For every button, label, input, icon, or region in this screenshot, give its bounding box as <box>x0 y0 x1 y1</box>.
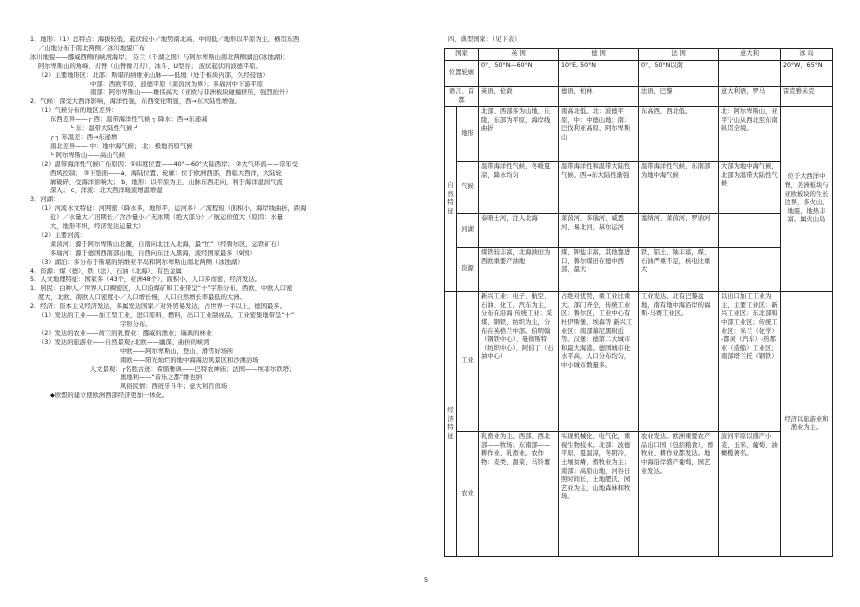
river-label: 河湖 <box>457 214 479 248</box>
position-label: 位置轮廓 <box>445 61 479 87</box>
agriculture-cell: 实现机械化、电气化，重视生物技术。北部：波德平原，夏温凉，冬阴冷，土壤贫瘠，畜牧业为主；南部：高原山地，河谷日照时间长，土地肥沃，园艺业为主，山地森林和牧场。 <box>559 432 639 557</box>
agriculture-cell: 乳畜业为主。西部、西北部——牧场；东南部——耕作业、乳畜业。农作物：麦类、甜菜、马铃薯 <box>479 432 559 557</box>
notes-line: （1）气候分布的地区差异： <box>38 107 118 115</box>
industry-cell: 占绝对优势，重工业比重大。部门齐全，传统工业区：鲁尔区，工业中心有杜伊斯堡、埃森等 新兴工业区：南部慕尼黑附近等。汉堡：德第二大城市和最大海港。德国城市化水平高，人口分布均匀，中小城市数量多。 <box>559 292 639 432</box>
notes-line: 字形分布。 <box>120 321 152 328</box>
header-country: 国家 <box>445 49 479 61</box>
table-title: 四、典型国家：（见下表） <box>448 36 521 43</box>
notes-line: 中部：西欧平原、波德平原（莱茵河为界）；多瑙河中下游平原 <box>90 80 264 88</box>
position-cell: 20°W，65°N <box>781 61 833 87</box>
notes-column <box>30 36 432 576</box>
notes-line: 多瑙河：源于德国西南部山地，自西向东注入黑海，流经国家最多（9国） <box>50 249 256 257</box>
notes-line: （3）发达的旅游业——自然景观┌北欧——幽深、曲折的峡湾 <box>38 338 210 346</box>
notes-line: 奥地利——“音乐之都”维也纳 <box>120 374 203 382</box>
terrain-cell: 南高北低。北：波德平原，中：中德山地；南：巴伐利亚高原、阿尔卑斯山 <box>559 107 639 162</box>
notes-line: 4．资源：煤（德）、铁（法）、石油（北海）、有色金属 <box>30 267 182 275</box>
notes-line: 大，地形平坦，经济发达运量大） <box>50 223 145 231</box>
country-table-section <box>444 36 832 576</box>
notes-line: 深入； c、洋流：北大西洋暖流增温增湿 <box>50 187 163 195</box>
notes-line: 3．河湖： <box>30 196 60 204</box>
resources-row <box>445 248 833 292</box>
resources-cell: 铁、铝土、铀丰富，煤、石油严重不足，核电比重大 <box>639 248 719 292</box>
notes-line: （2）主要河流： <box>38 231 87 239</box>
resources-cell <box>719 248 781 292</box>
notes-line: （2）温带海洋性气候广布原因：①纬度位置——40°—60°大陆西岸； ②大气环流——常年受 <box>38 160 299 168</box>
notes-line: ◆欧盟的建立使欧洲西部经济更加一体化。 <box>50 392 169 400</box>
iceland-natural-cell: 位于大西洋中脊，美洲板块与亚欧板块的生长边界，多火山、地震，地热丰富。属火山岛 <box>781 107 833 292</box>
resources-cell: 煤铁较丰富，北海油田为西欧重要产油地 <box>479 248 559 292</box>
industry-label: 工业 <box>457 292 479 432</box>
river-cell: 塞纳河、莱茵河、罗讷河 <box>639 214 719 248</box>
economic-features-label: 经济特征 <box>445 292 457 557</box>
river-cell: 莱茵河、多瑙河、威悉河、易北河、基尔运河 <box>559 214 639 248</box>
notes-line: （2）主要地形区：北部：斯堪的纳维亚山脉——低缓（处于板块内部，久经侵蚀） <box>38 71 269 79</box>
notes-line: ┌ ┐ 年温差：西→东递增 <box>50 133 118 141</box>
notes-line: 冰川地貌——挪威西侧的峡湾海岸； 芬兰（千湖之国）与阿尔卑斯山南北两侧湖泊(冰蚀湖)； <box>30 53 289 61</box>
notes-line: 莱茵河：源于阿尔卑斯山北麓，自南向北注入北海，最“忙”（经鲁尔区，运铁矿石） <box>50 240 284 248</box>
notes-line: 度大，北欧、南欧人口密度小／人口增长慢，人口自然增长率最低的大洲。 <box>38 294 246 302</box>
notes-line: 南部：阿尔卑斯山——雄伟高大（亚欧与非洲板块碰撞挤压，强烈抬升） <box>90 89 292 97</box>
agriculture-row <box>445 432 833 557</box>
notes-line: 5．人文地理特征：国家多（43个，亚洲48个），面积小，人口多而密，经济发达。 <box>30 276 261 284</box>
climate-row <box>445 162 833 214</box>
notes-line: （1）河流水文特征：河网密（降水多，地形平，运河多）／流程短（面积小，海岸线曲折，距海 <box>38 205 307 213</box>
position-row <box>445 61 833 87</box>
table-header-row <box>445 49 833 61</box>
position-cell: 0°，50°N以南 <box>639 61 719 87</box>
terrain-label: 地形 <box>457 107 479 162</box>
notes-line: 廓破碎，受海洋影响大； b、地形：以平原为主，山脉东西走向，利于海洋湿润气流 <box>50 178 283 186</box>
agriculture-label: 农业 <box>457 432 479 557</box>
climate-cell: 温带海洋性气候，冬暖夏凉，降水均匀 <box>479 162 559 214</box>
terrain-cell: 东高西，西北低。 <box>639 107 719 162</box>
notes-line: 2．经济：资本主义经济发达，多属发达国家／对外贸易发达，占世界一半以上，德国最多。 <box>30 303 286 311</box>
header-germany: 德 国 <box>559 49 639 61</box>
industry-cell: 新兴工业：电子、航空、石油、化工、汽车为主，分布在沿海 传统工业：采煤、钢铁、纺织为主，分布在英格兰中部。伯明翰（钢铁中心）、曼彻斯特（纺织中心）、阿伯丁（石油中心） <box>479 292 559 432</box>
header-italy: 意大利 <box>719 49 781 61</box>
page-number: 5 <box>424 576 429 584</box>
agriculture-cell: 农业发达。欧洲重要农产品出口国（包括粮食），畜牧业、耕作业都发达。地中海沿岸盛产葡萄，园艺业发达。 <box>639 432 719 557</box>
industry-row <box>445 292 833 432</box>
resources-cell: 煤、钾盐丰富，其他靠进口，鲁尔煤田在德中西部，最大 <box>559 248 639 292</box>
river-cell <box>719 214 781 248</box>
climate-cell: 温带海洋性气候，东南部为地中海气候 <box>639 162 719 214</box>
notes-line: 中欧——阿尔卑斯山，登山、滑雪好场所 <box>120 347 234 355</box>
notes-line: 南欧——阳光灿烂的地中海海边风景区和沙滩浴场 <box>120 356 259 364</box>
language-cell: 法语，巴黎 <box>639 87 719 107</box>
notes-line: └ 东：温带大陆性气候 ┘ <box>70 125 139 133</box>
climate-cell: 大部为地中海气候，北部为温带大陆性气候 <box>719 162 781 214</box>
climate-cell: 温带海洋性和温带大陆性气候。西→东大陆性渐强 <box>559 162 639 214</box>
industry-cell: 以出口加工工业为主，主要工业区：新兴工业区：东北部和中部工业区；传统工业区：米兰（化学）-都灵（汽车）-热那亚（造船）工业区；南部塔兰托（钢铁） <box>719 292 781 432</box>
notes-line: ／山地分布于南北两侧／冰川地貌广布 <box>38 44 146 52</box>
notes-line: 人文景观：┌名胜古迹：希腊雅典——巴特农神庙；法国——埃菲尔铁塔； <box>90 365 296 373</box>
notes-line: 风俗民情：西班牙斗牛；意大利百兽场 <box>120 383 228 391</box>
notes-line: 东西差异——┌ 西：温带海洋性气候 ┐ 降水：西→东递减 <box>50 116 208 124</box>
language-cell: 意大利语，罗马 <box>719 87 781 107</box>
river-cell: 泰晤士河，注入北海 <box>479 214 559 248</box>
climate-label: 气候 <box>457 162 479 214</box>
notes-line: └ 阿尔卑斯山——高山气候 <box>50 151 126 159</box>
notes-line: 阿尔卑斯山的角峰、刃脊（山脊像刀刃）、冰斗、U型谷； 波状起伏的波德平原。 <box>38 62 262 70</box>
notes-line: 1．地形：（1）总特点：海拔较低，起伏较小／地势南北高、中间低／地形以平原为主，横贯东西 <box>30 36 300 43</box>
notes-line: （3）湖泊：多分布于斯堪的纳维亚半岛和阿尔卑斯山南北两侧（冰蚀湖） <box>38 258 244 266</box>
language-label: 语言、首都 <box>445 87 479 107</box>
terrain-cell: 北部、西部多为山地、丘陵，东部为平原，海岸线曲折 <box>479 107 559 162</box>
header-iceland: 冰 岛 <box>781 49 833 61</box>
header-uk: 英 国 <box>479 49 559 61</box>
terrain-row <box>445 107 833 162</box>
notes-line: 南北差异—— 中：地中海气候； 北：极地苔原气候 <box>50 142 193 150</box>
notes-line: 1．居民：白种人／世界人口稠密区，人口沿煤矿和工业带呈“十”字形分布，西欧、中欧人口密 <box>30 285 293 293</box>
header-france: 法 国 <box>639 49 719 61</box>
natural-features-label: 自然特征 <box>445 107 457 292</box>
position-cell: 10°E, 50°N <box>559 61 639 87</box>
country-table <box>444 48 833 557</box>
language-cell: 英语，伦敦 <box>479 87 559 107</box>
language-cell: 雷克雅未克 <box>781 87 833 107</box>
language-row <box>445 87 833 107</box>
position-cell: 0°、50°N—60°N <box>479 61 559 87</box>
industry-cell: 工业发达。北有巴黎盆地，南有地中海沿岸的福斯-马赛工业区。 <box>639 292 719 432</box>
terrain-cell: 北：阿尔卑斯山，亚平宁山从西北至东南纵贯全境。 <box>719 107 781 162</box>
notes-line: （1）发达的工业——加工型工业，进口原料、燃料，出口工业制成品，工业密集地带呈“十” <box>38 312 295 320</box>
notes-line: 近）／水量大／汛期长／含沙量小／无冰期（绝大部分）／航运价值大（原因：水量 <box>50 214 283 222</box>
notes-line: 西风控制； ③下垫面——a、海陆位置、轮廓：位于欧洲西部，西临大西洋，大陆轮 <box>50 169 282 177</box>
notes-line: 2．气候：深受大西洋影响，海洋性强，东西变化明显，西→东大陆性增强。 <box>30 98 241 106</box>
resources-label: 资源 <box>457 248 479 292</box>
notes-line: （2）发达的农业——荷兰的乳畜业：挪威的渔业；瑞典的林业 <box>38 329 213 337</box>
river-row <box>445 214 833 248</box>
language-cell: 德语，柏林 <box>559 87 639 107</box>
iceland-economic-cell: 经济以旅游业和渔业为主。 <box>781 292 833 557</box>
position-cell <box>719 61 781 87</box>
agriculture-cell: 波河平原以盛产小麦、玉米、葡萄、油橄榄著名。 <box>719 432 781 557</box>
